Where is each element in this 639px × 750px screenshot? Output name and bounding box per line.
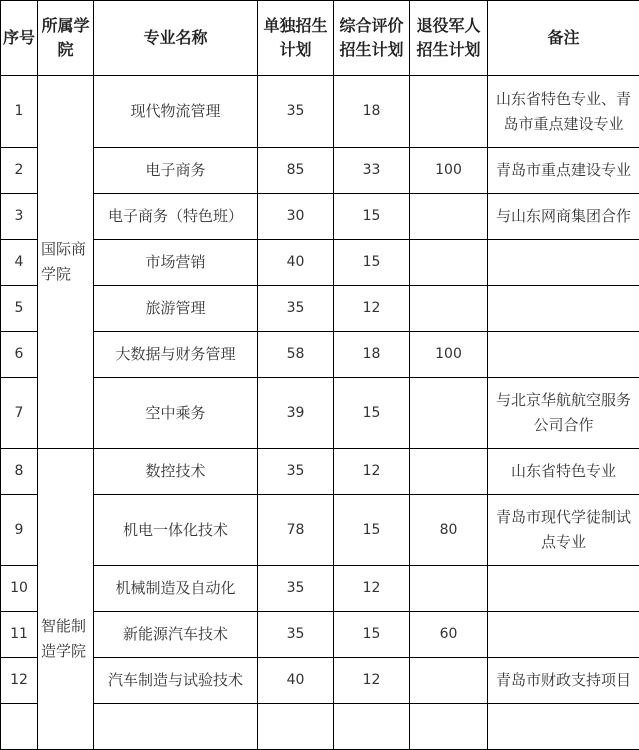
row-comprehensive: 15 [334, 495, 410, 566]
table-row [1, 240, 639, 286]
row-veteran [410, 286, 488, 332]
table-row [1, 76, 639, 148]
row-major: 机械制造及自动化 [94, 566, 258, 612]
row-veteran [410, 566, 488, 612]
row-independent: 35 [258, 566, 334, 612]
header-comprehensive-plan: 综合评价招生计划 [334, 1, 410, 76]
table-row [1, 332, 639, 378]
table-header-row [1, 1, 639, 76]
row-veteran [410, 658, 488, 704]
row-remark: 青岛市重点建设专业 [488, 148, 639, 194]
row-independent: 35 [258, 449, 334, 495]
header-college: 所属学院 [38, 1, 94, 76]
row-veteran [410, 449, 488, 495]
row-index [1, 704, 38, 750]
row-remark: 山东省特色专业 [488, 449, 639, 495]
header-veteran-plan: 退役军人招生计划 [410, 1, 488, 76]
header-major: 专业名称 [94, 1, 258, 76]
row-comprehensive: 12 [334, 566, 410, 612]
row-index: 10 [1, 566, 38, 612]
row-veteran: 100 [410, 332, 488, 378]
row-remark: 与北京华航航空服务公司合作 [488, 378, 639, 449]
row-remark [488, 332, 639, 378]
row-comprehensive: 15 [334, 194, 410, 240]
table-row [1, 704, 639, 750]
row-major: 电子商务（特色班） [94, 194, 258, 240]
row-independent [258, 704, 334, 750]
row-major: 数控技术 [94, 449, 258, 495]
row-comprehensive: 18 [334, 76, 410, 148]
table-row [1, 449, 639, 495]
row-major: 现代物流管理 [94, 76, 258, 148]
row-major [94, 704, 258, 750]
row-index: 2 [1, 148, 38, 194]
row-remark [488, 240, 639, 286]
row-remark [488, 612, 639, 658]
table-row [1, 566, 639, 612]
row-independent: 40 [258, 658, 334, 704]
table-row [1, 148, 639, 194]
row-remark: 青岛市现代学徒制试点专业 [488, 495, 639, 566]
header-independent-plan: 单独招生计划 [258, 1, 334, 76]
header-remark: 备注 [488, 1, 639, 76]
row-index: 1 [1, 76, 38, 148]
row-comprehensive: 15 [334, 612, 410, 658]
row-major: 新能源汽车技术 [94, 612, 258, 658]
row-index: 9 [1, 495, 38, 566]
row-veteran [410, 378, 488, 449]
row-major: 汽车制造与试验技术 [94, 658, 258, 704]
row-major: 大数据与财务管理 [94, 332, 258, 378]
row-index: 8 [1, 449, 38, 495]
row-index: 4 [1, 240, 38, 286]
table-row [1, 495, 639, 566]
row-independent: 39 [258, 378, 334, 449]
row-major: 电子商务 [94, 148, 258, 194]
college-cell: 智能制造学院 [38, 449, 94, 750]
table-row [1, 378, 639, 449]
header-index: 序号 [1, 1, 38, 76]
row-veteran [410, 704, 488, 750]
row-veteran: 80 [410, 495, 488, 566]
row-independent: 30 [258, 194, 334, 240]
row-comprehensive: 12 [334, 286, 410, 332]
table-row [1, 658, 639, 704]
row-index: 6 [1, 332, 38, 378]
row-index: 12 [1, 658, 38, 704]
row-remark [488, 566, 639, 612]
row-comprehensive [334, 704, 410, 750]
table-row [1, 612, 639, 658]
row-independent: 35 [258, 612, 334, 658]
row-remark [488, 704, 639, 750]
row-index: 3 [1, 194, 38, 240]
table-row [1, 286, 639, 332]
table-row [1, 194, 639, 240]
row-remark [488, 286, 639, 332]
row-veteran [410, 76, 488, 148]
row-index: 11 [1, 612, 38, 658]
row-veteran: 60 [410, 612, 488, 658]
row-independent: 35 [258, 76, 334, 148]
row-major: 市场营销 [94, 240, 258, 286]
row-comprehensive: 15 [334, 378, 410, 449]
row-independent: 35 [258, 286, 334, 332]
college-cell: 国际商学院 [38, 76, 94, 449]
row-veteran [410, 194, 488, 240]
row-comprehensive: 12 [334, 449, 410, 495]
row-remark: 山东省特色专业、青岛市重点建设专业 [488, 76, 639, 148]
row-index: 7 [1, 378, 38, 449]
row-veteran [410, 240, 488, 286]
row-major: 旅游管理 [94, 286, 258, 332]
row-remark: 与山东网商集团合作 [488, 194, 639, 240]
row-independent: 58 [258, 332, 334, 378]
row-comprehensive: 15 [334, 240, 410, 286]
row-veteran: 100 [410, 148, 488, 194]
row-index: 5 [1, 286, 38, 332]
row-major: 机电一体化技术 [94, 495, 258, 566]
row-comprehensive: 33 [334, 148, 410, 194]
row-comprehensive: 18 [334, 332, 410, 378]
row-comprehensive: 12 [334, 658, 410, 704]
row-independent: 78 [258, 495, 334, 566]
row-independent: 85 [258, 148, 334, 194]
row-major: 空中乘务 [94, 378, 258, 449]
row-remark: 青岛市财政支持项目 [488, 658, 639, 704]
row-independent: 40 [258, 240, 334, 286]
